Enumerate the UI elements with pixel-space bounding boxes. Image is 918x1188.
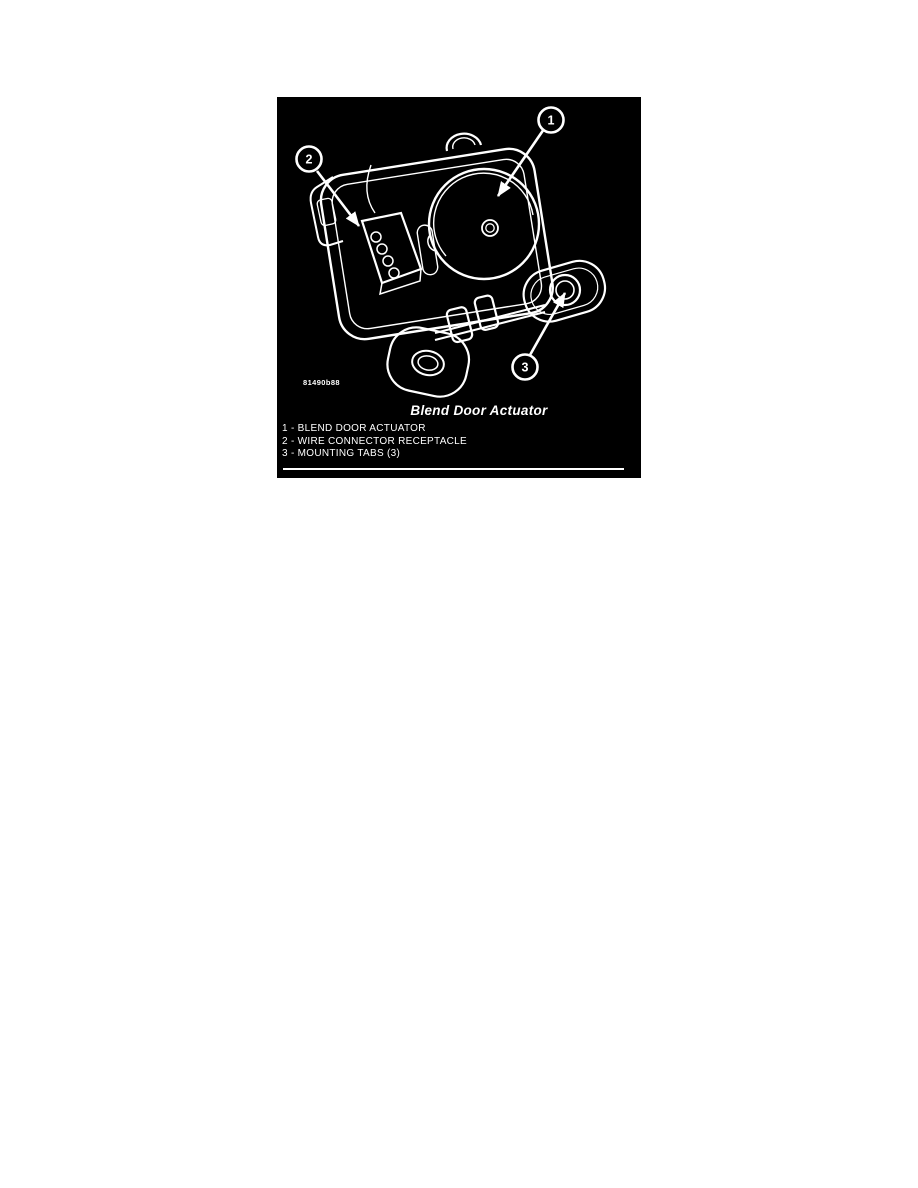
callout-3-badge — [513, 355, 538, 380]
actuator-housing — [317, 145, 556, 343]
callout-3-number: 3 — [521, 360, 529, 375]
mounting-tab-right — [518, 255, 611, 328]
callout-2-badge — [297, 147, 322, 172]
connector-pin-hole — [377, 244, 387, 254]
legend-item: 1 - BLEND DOOR ACTUATOR — [282, 423, 426, 434]
figure-divider — [283, 468, 624, 470]
output-shaft — [435, 295, 545, 343]
figure-panel — [277, 97, 641, 478]
connector-pin-hole — [383, 256, 393, 266]
cam-center-hole — [482, 220, 498, 236]
callout-2-number: 2 — [305, 152, 313, 167]
connector-pin-hole — [371, 232, 381, 242]
figure-caption: Blend Door Actuator — [410, 403, 548, 418]
legend-item: 3 - MOUNTING TABS (3) — [282, 448, 401, 459]
legend-item: 2 - WIRE CONNECTOR RECEPTACLE — [282, 435, 468, 447]
image-id-label: 81490b88 — [303, 378, 340, 387]
cam-disc — [428, 169, 539, 279]
top-tab — [447, 134, 481, 151]
callout-1-number: 1 — [547, 113, 555, 128]
figure-legend — [282, 423, 467, 461]
connector-pin-hole — [389, 268, 399, 278]
actuator-diagram — [277, 97, 641, 403]
wire-connector-receptacle — [362, 213, 421, 294]
callout-1-badge — [539, 108, 564, 133]
